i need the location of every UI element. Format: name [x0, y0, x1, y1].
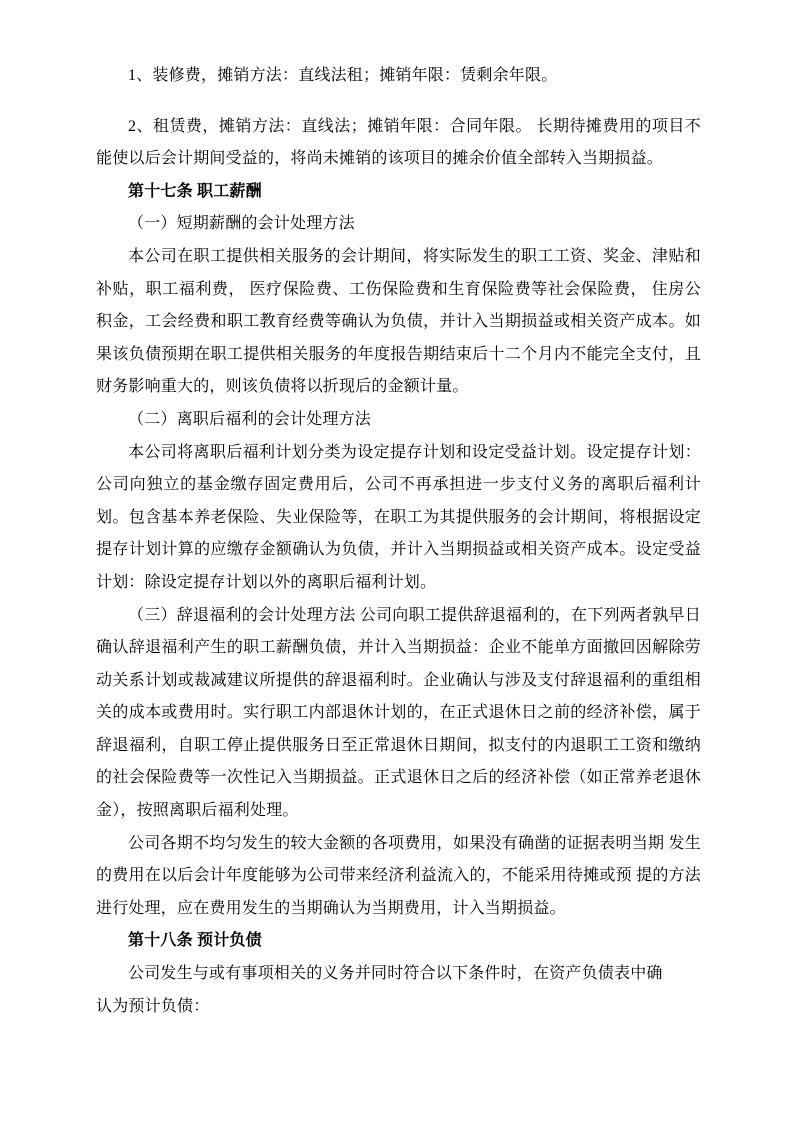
paragraph: （二）离职后福利的会计处理方法: [128, 410, 372, 428]
paragraph: 2、租赁费，摊销方法：直线法；摊销年限：合同年限。 长期待摊费用的项目不能使以后会计期间受益的，将尚未摊销的该项目的摊余价值全部转入当期损益。: [96, 117, 701, 168]
paragraph: 公司发生与或有事项相关的义务并同时符合以下条件时，在资产负债表中确 认为预计负债：: [96, 965, 663, 1015]
paragraph: 本公司将离职后福利计划分类为设定提存计划和设定受益计划。设定提存计划：公司向独立的基金缴存固定费用后，公司不再承担进一步支付义务的离职后福利计划。包含基本养老保险、失业保险等，在职工为其提供服务的会计期间，将根据设定提存计划计算的应缴存金额确认为负债，并计入当期损益或相关资产成本。设定受益计划：除设定提存计划以外的离职后福利计划。: [96, 443, 701, 591]
paragraph: （三）辞退福利的会计处理方法 公司向职工提供辞退福利的，在下列两者孰早日确认辞退福利产生的职工薪酬负债，并计入当期损益：企业不能单方面撤回因解除劳动关系计划或裁减建议所提供的辞退福利时。企业确认与涉及支付辞退福利的重组相关的成本或费用时。实行职工内部退休计划的，在正式退休日之前的经济补偿，属于辞退福利，自职工停止提供服务日至正常退休日期间，拟支付的内退职工工资和缴纳的社会保险费等一次性记入当期损益。正式退休日之后的经济补偿（如正常养老退休金），按照离职后福利处理。: [96, 606, 701, 820]
paragraph: 公司各期不均匀发生的较大金额的各项费用，如果没有确凿的证据表明当期 发生的费用在以后会计年度能够为公司带来经济利益流入的，不能采用待摊或预 提的方法进行处理，应在费用发生的当期确认为当期费用，计入当期损益。: [96, 834, 701, 917]
paragraph: 本公司在职工提供相关服务的会计期间，将实际发生的职工工资、奖金、津贴和补贴，职工福利费， 医疗保险费、工伤保险费和生育保险费等社会保险费， 住房公积金，工会经费和职工教育经费等确认为负债，并计入当期损益或相关资产成本。如果该负债预期在职工提供相关服务的年度报告期结束后十二个月内不能完全支付，且财务影响重大的，则该负债将以折现后的金额计量。: [96, 247, 701, 396]
document-content: [96, 60, 701, 1023]
section-heading: 第十七条 职工薪酬: [128, 182, 262, 200]
paragraph: 1、装修费，摊销方法：直线法租；摊销年限：赁剩余年限。: [128, 67, 558, 84]
section-heading: 第十八条 预计负债: [128, 932, 262, 950]
paragraph: （一）短期薪酬的会计处理方法: [128, 215, 355, 233]
